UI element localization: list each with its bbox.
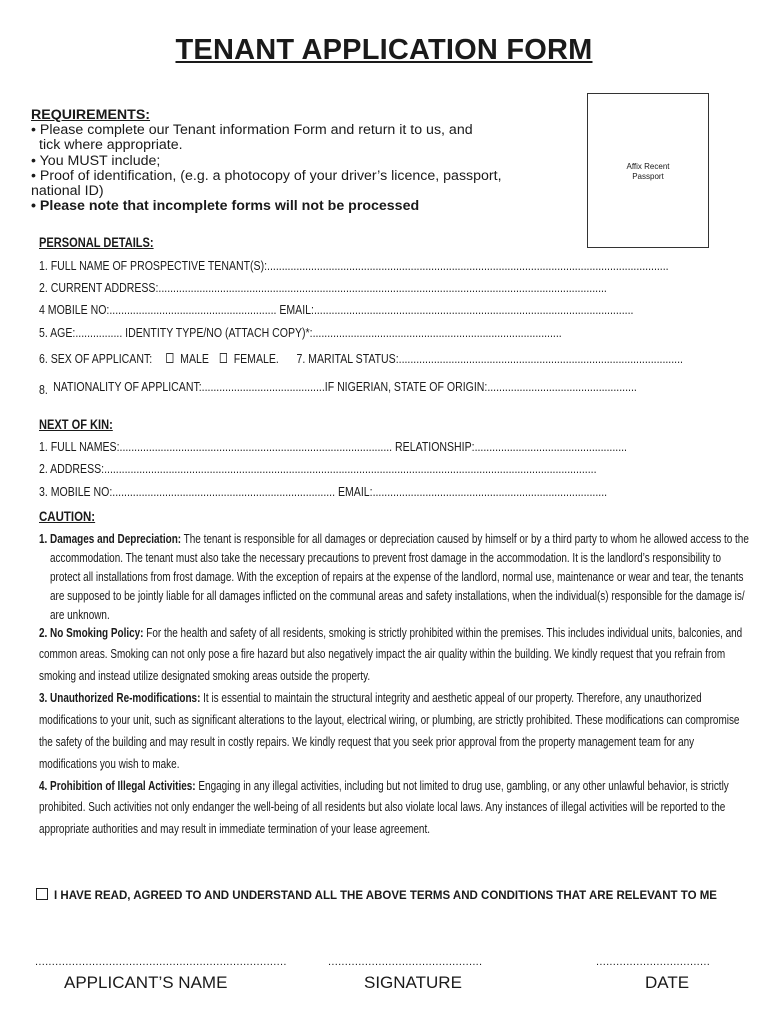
signature-label: SIGNATURE [364, 973, 462, 992]
caution-line: appropriate authorities and may result in immediate termination of your lease agreement. [39, 822, 430, 836]
date-line[interactable]: .................................. [596, 956, 711, 968]
sex-marital-row [39, 351, 683, 366]
caution-item-title: 2. No Smoking Policy: [39, 626, 144, 640]
caution-line: common areas. Smoking can not only pose a fire hazard but also negatively impact the air quality within the building. We kindly request that you refrain from [39, 647, 726, 661]
full-name-field[interactable]: 1. FULL NAME OF PROSPECTIVE TENANT(S):......................................................................................................................................... [39, 258, 669, 273]
female-checkbox[interactable] [220, 353, 227, 363]
date-label: DATE [645, 973, 690, 992]
photo-caption-line: Passport [632, 172, 664, 181]
caution-line: modifications you wish to make. [39, 757, 180, 771]
caution-line [39, 691, 702, 705]
caution-line: are unknown. [50, 608, 110, 622]
requirement-line: • Proof of identification, (e.g. a photocopy of your driver’s licence, passport, [31, 167, 502, 184]
kin-mobile-email-field[interactable]: 3. MOBILE NO:............................................................................ EMAIL:................................................................................ [39, 484, 608, 499]
agreement-checkbox[interactable] [36, 888, 48, 900]
incomplete-forms-note: • Please note that incomplete forms will not be processed [31, 198, 420, 215]
caution-item-title: 4. Prohibition of Illegal Activities: [39, 779, 196, 793]
caution-line [39, 532, 749, 546]
caution-line: protect all installations from frost damage. With the exception of repairs at the expense of the landlord, normal use, maintenance or wear and tear, the tenants [50, 570, 744, 584]
passport-photo-box[interactable] [587, 93, 709, 248]
requirements-block [31, 108, 591, 214]
male-label: MALE [180, 351, 209, 366]
caution-heading: CAUTION: [39, 508, 96, 524]
agreement-row [36, 888, 717, 902]
applicant-name-label: APPLICANT’S NAME [64, 973, 228, 992]
caution-item-title: 3. Unauthorized Re-modifications: [39, 691, 201, 705]
caution-line: prohibited. Such activities not only endanger the well-being of all residents but also violate local laws. Any instances of illegal activities will be reported to the [39, 800, 726, 814]
kin-address-field[interactable]: 2. ADDRESS:........................................................................................................................................................................ [39, 461, 597, 476]
photo-caption-line: Affix Recent [626, 162, 670, 171]
caution-line: are supposed to be jointly liable for all damages inflicted on the communal areas and safety installations, when the individual(s) responsible for the damage is/ [50, 589, 745, 603]
applicant-name-line[interactable]: ........................................................................... [35, 956, 287, 968]
requirements-heading: REQUIREMENTS: [31, 107, 151, 123]
requirement-line: • You MUST include; [31, 152, 161, 169]
caution-line: the safety of the building and may result in costly repairs. We kindly request that you seek prior approval from the property management team for any [39, 735, 695, 749]
caution-line: modifications to your unit, such as significant alterations to the layout, electrical wiring, or plumbing, are strictly prohibited. These modifications can compromise [39, 713, 740, 727]
requirement-line: • Please complete our Tenant information Form and return it to us, and [31, 122, 473, 139]
marital-status-field[interactable]: 7. MARITAL STATUS:................................................................................................. [296, 351, 683, 366]
male-checkbox[interactable] [167, 353, 174, 363]
sex-label: 6. SEX OF APPLICANT: [39, 351, 153, 366]
mobile-email-field[interactable]: 4 MOBILE NO:......................................................... EMAIL:............................................................................................................. [39, 302, 634, 317]
caution-line: accommodation. The tenant must also take the necessary precautions to prevent frost damage in the accommodation. It is the landlord’s responsibility to [50, 551, 722, 565]
caution-text: The tenant is responsible for all damages or depreciation caused by himself or by a third party to whom he allowed access to the [181, 532, 749, 546]
nationality-field[interactable]: NATIONALITY OF APPLICANT:..........................................IF NIGERIAN, STATE OF ORIGIN:................................................... [53, 379, 637, 394]
caution-text: For the health and safety of all residents, smoking is strictly prohibited within the premises. This includes individual units, balconies, and [143, 626, 743, 640]
female-label: FEMALE. [233, 351, 279, 366]
signature-line[interactable]: .............................................. [328, 956, 483, 968]
caution-text: Engaging in any illegal activities, including but not limited to drug use, gambling, or any other unlawful behavior, is strictly [195, 779, 729, 793]
next-of-kin-heading: NEXT OF KIN: [39, 417, 113, 432]
caution-line [39, 779, 729, 793]
caution-line [39, 626, 742, 640]
requirement-line: national ID) [31, 183, 104, 200]
caution-item-title: 1. Damages and Depreciation: [39, 532, 182, 546]
nationality-row [39, 379, 637, 397]
caution-text: It is essential to maintain the structural integrity and aesthetic appeal of our property. Therefore, any unauthorized [200, 691, 702, 705]
current-address-field[interactable]: 2. CURRENT ADDRESS:......................................................................................................................................................... [39, 280, 607, 295]
age-identity-field[interactable]: 5. AGE:................ IDENTITY TYPE/NO (ATTACH COPY)*:..................................................................................... [39, 325, 562, 340]
caution-line: smoking and instead utilize designated smoking areas outside the property. [39, 669, 371, 683]
personal-details-heading: PERSONAL DETAILS: [39, 235, 154, 250]
agreement-text: I HAVE READ, AGREED TO AND UNDERSTAND ALL THE ABOVE TERMS AND CONDITIONS THAT ARE RELEVANT TO ME [54, 890, 717, 902]
kin-names-field[interactable]: 1. FULL NAMES:............................................................................................. RELATIONSHIP:.................................................... [39, 439, 627, 454]
nationality-number: 8. [39, 382, 48, 397]
requirement-line: tick where appropriate. [39, 137, 183, 154]
form-title: TENANT APPLICATION FORM [175, 34, 593, 66]
